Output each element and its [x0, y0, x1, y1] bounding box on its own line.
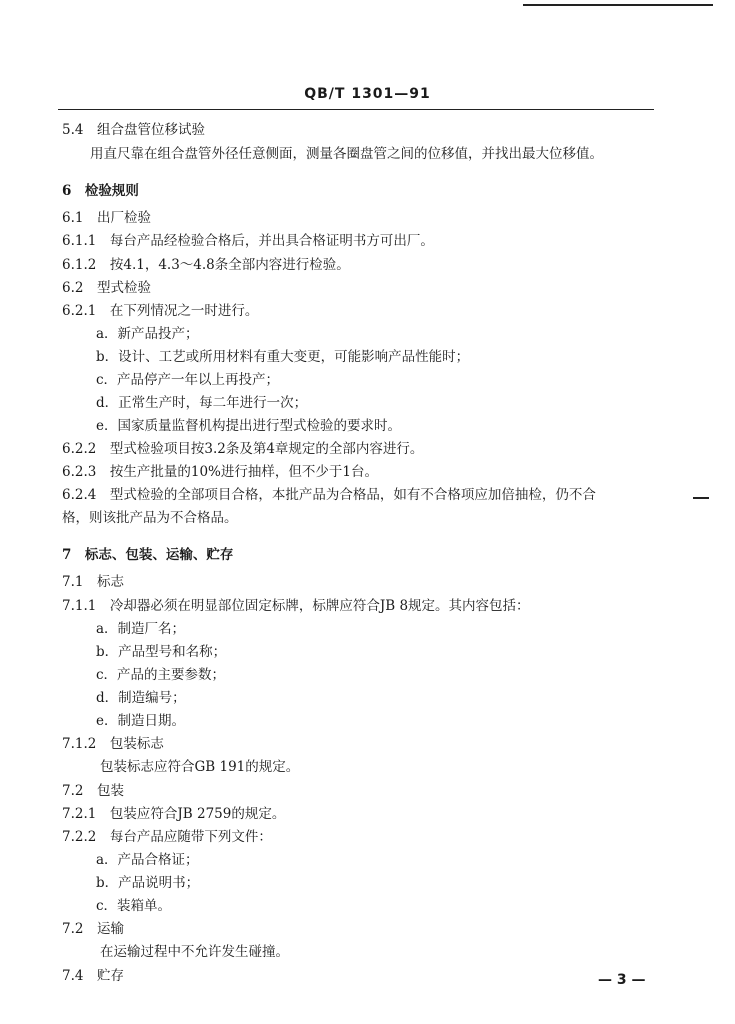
page-number: — 3 —: [598, 972, 646, 988]
standard-code-header: QB/T 1301—91: [304, 86, 431, 102]
list-item: c．产品的主要参数；: [96, 667, 226, 683]
clause-6-1-2: 6.1.2 按4.1，4.3～4.8条全部内容进行检验。: [62, 257, 350, 273]
header-divider: [58, 109, 654, 110]
clause-7-1-heading: 7.1 标志: [62, 574, 124, 590]
list-item: a．制造厂名；: [96, 621, 186, 637]
list-item: e．制造日期。: [96, 713, 185, 729]
clause-6-2-4: 6.2.4 型式检验的全部项目合格，本批产品为合格品，如有不合格项应加倍抽检，仍不合: [62, 487, 596, 503]
list-item: e．国家质量监督机构提出进行型式检验的要求时。: [96, 418, 401, 434]
clause-7-1-1: 7.1.1 冷却器必须在明显部位固定标牌，标牌应符合JB 8规定。其内容包括：: [62, 598, 530, 614]
list-item: c．产品停产一年以上再投产；: [96, 372, 280, 388]
clause-6-2-3: 6.2.3 按生产批量的10%进行抽样，但不少于1台。: [62, 464, 378, 480]
list-item: c．装箱单。: [96, 898, 172, 914]
clause-6-1-heading: 6.1 出厂检验: [62, 210, 151, 226]
margin-scan-mark: [693, 497, 709, 499]
clause-7-4-heading: 7.4 贮存: [62, 968, 124, 984]
list-item: d．制造编号；: [96, 690, 186, 706]
clause-6-2-2: 6.2.2 型式检验项目按3.2条及第4章规定的全部内容进行。: [62, 441, 424, 457]
clause-7-2-2: 7.2.2 每台产品应随带下列文件：: [62, 829, 272, 845]
list-item: d．正常生产时，每二年进行一次；: [96, 395, 308, 411]
clause-5-4-body: 用直尺靠在组合盘管外径任意侧面，测量各圈盘管之间的位移值，并找出最大位移值。: [90, 146, 603, 162]
list-item: b．产品型号和名称；: [96, 644, 227, 660]
clause-7-1-2-heading: 7.1.2 包装标志: [62, 736, 164, 752]
list-item: a．产品合格证；: [96, 852, 199, 868]
top-edge-rule: [523, 4, 713, 6]
list-item: b．设计、工艺或所用材料有重大变更，可能影响产品性能时；: [96, 349, 470, 365]
clause-7-3-body: 在运输过程中不允许发生碰撞。: [100, 944, 289, 960]
clause-6-2-1: 6.2.1 在下列情况之一时进行。: [62, 303, 259, 319]
section-6-heading: 6 检验规则: [62, 183, 139, 199]
section-7-heading: 7 标志、包装、运输、贮存: [62, 547, 234, 563]
clause-6-2-heading: 6.2 型式检验: [62, 280, 151, 296]
clause-5-4-heading: 5.4 组合盘管位移试验: [62, 122, 205, 138]
clause-7-2-1: 7.2.1 包装应符合JB 2759的规定。: [62, 806, 286, 822]
clause-7-1-2-body: 包装标志应符合GB 191的规定。: [100, 759, 300, 775]
clause-7-2-heading: 7.2 包装: [62, 783, 124, 799]
list-item: a．新产品投产；: [96, 326, 199, 342]
clause-6-2-4-cont: 格，则该批产品为不合格品。: [62, 510, 238, 526]
list-item: b．产品说明书；: [96, 875, 200, 891]
clause-7-3-heading: 7.2 运输: [62, 921, 124, 937]
clause-6-1-1: 6.1.1 每台产品经检验合格后，并出具合格证明书方可出厂。: [62, 233, 434, 249]
